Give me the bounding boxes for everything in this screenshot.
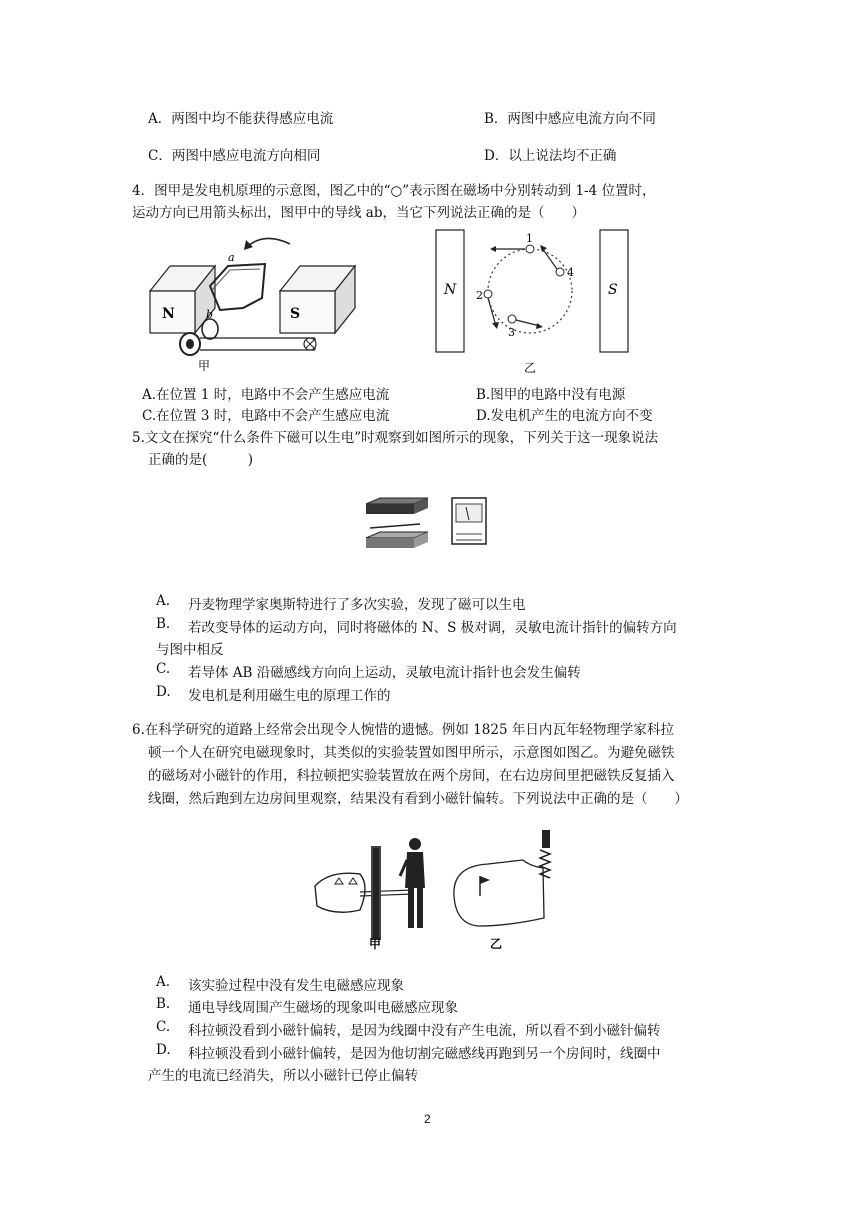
- q5-option-d-letter: D.: [156, 684, 171, 700]
- q5-stem-line2: 正确的是( ): [148, 452, 254, 468]
- q6-option-d-text: 科拉顿没看到小磁针偏转，是因为他切割完磁感线再跑到另一个房间时，线圈中: [188, 1046, 661, 1062]
- q4-option-d: D.发电机产生的电流方向不变: [476, 408, 653, 424]
- position-3-label: 3: [508, 326, 515, 339]
- q6-option-b-letter: B.: [156, 996, 171, 1012]
- magnet-s-label: S: [608, 282, 618, 298]
- q3-option-a: A．两图中均不能获得感应电流: [148, 111, 334, 127]
- q6-option-c-text: 科拉顿没看到小磁针偏转，是因为线圈中没有产生电流，所以看不到小磁针偏转: [188, 1023, 661, 1039]
- q6-option-a-letter: A.: [156, 974, 171, 990]
- q5-option-d-text: 发电机是利用磁生电的原理工作的: [188, 688, 391, 704]
- magnet-n-label: N: [444, 282, 457, 298]
- q5-option-a-text: 丹麦物理学家奥斯特进行了多次实验，发现了磁可以生电: [188, 597, 526, 613]
- q3-option-d: D．以上说法均不正确: [484, 148, 617, 164]
- q6-option-a-text: 该实验过程中没有发生电磁感应现象: [188, 978, 404, 994]
- q5-option-a-letter: A.: [156, 593, 171, 609]
- q6-option-c-letter: C.: [156, 1019, 171, 1035]
- position-2-label: 2: [476, 289, 483, 302]
- q4-option-a: A.在位置 1 时，电路中不会产生感应电流: [142, 387, 390, 403]
- q6-stem-line3: 的磁场对小磁针的作用，科拉顿把实验装置放在两个房间，在右边房间里把磁铁反复插入: [148, 768, 675, 784]
- colladon-schematic-figure: [448, 826, 563, 951]
- q6-option-d-text-cont: 产生的电流已经消失，所以小磁针已停止偏转: [148, 1068, 418, 1084]
- q3-option-c: C．两图中感应电流方向相同: [148, 148, 321, 164]
- schematic-caption: 乙: [490, 937, 503, 951]
- q5-stem-line1: 5.文文在探究“什么条件下磁可以生电”时观察到如图所示的现象，下列关于这一现象说法: [132, 430, 659, 446]
- q4-stem-line2: 运动方向已用箭头标出，图甲中的导线 ab，当它下列说法正确的是（ ）: [132, 205, 585, 221]
- wire-b-label: b: [206, 308, 214, 321]
- generator-s-label: S: [290, 306, 301, 322]
- position-4-label: 4: [567, 266, 574, 279]
- wire-a-label: a: [228, 251, 235, 264]
- position-1-label: 1: [526, 232, 533, 245]
- apparatus-caption: 甲: [369, 937, 382, 951]
- induction-experiment-figure: [360, 494, 500, 564]
- q4-option-b: B.图甲的电路中没有电源: [476, 387, 626, 403]
- colladon-apparatus-figure: [305, 826, 450, 951]
- q6-option-b-text: 通电导线周围产生磁场的现象叫电磁感应现象: [188, 1000, 458, 1016]
- q6-stem-line1: 6.在科学研究的道路上经常会出现令人惋惜的遗憾。例如 1825 年日内瓦年轻物理学家科拉: [132, 722, 674, 738]
- q4-stem-line1: 4．图甲是发电机原理的示意图，图乙中的“○”表示图在磁场中分别转动到 1-4 位置时，: [132, 183, 656, 199]
- q3-option-b: B．两图中感应电流方向不同: [484, 111, 656, 127]
- q6-option-d-letter: D.: [156, 1042, 171, 1058]
- generator-n-label: N: [162, 306, 175, 322]
- rotation-positions-diagram: [430, 226, 650, 376]
- q5-option-b-text-cont: 与图中相反: [156, 642, 224, 658]
- page-number: 2: [424, 1112, 431, 1126]
- q6-stem-line4: 线圈，然后跑到左边房间里观察，结果没有看到小磁针偏转。下列说法中正确的是（ ）: [148, 791, 688, 807]
- positions-caption: 乙: [524, 361, 537, 375]
- q4-option-c: C.在位置 3 时，电路中不会产生感应电流: [142, 408, 390, 424]
- q5-option-b-text: 若改变导体的运动方向，同时将磁体的 N、S 极对调，灵敏电流计指针的偏转方向: [188, 620, 677, 636]
- q6-stem-line2: 顿一个人在研究电磁现象时，其类似的实验装置如图甲所示，示意图如图乙。为避免磁铁: [148, 745, 675, 761]
- q5-option-c-letter: C.: [156, 661, 171, 677]
- q5-option-c-text: 若导体 AB 沿磁感线方向向上运动，灵敏电流计指针也会发生偏转: [188, 665, 581, 681]
- generator-caption: 甲: [198, 359, 211, 373]
- q5-option-b-letter: B.: [156, 616, 171, 632]
- generator-diagram: [140, 226, 390, 376]
